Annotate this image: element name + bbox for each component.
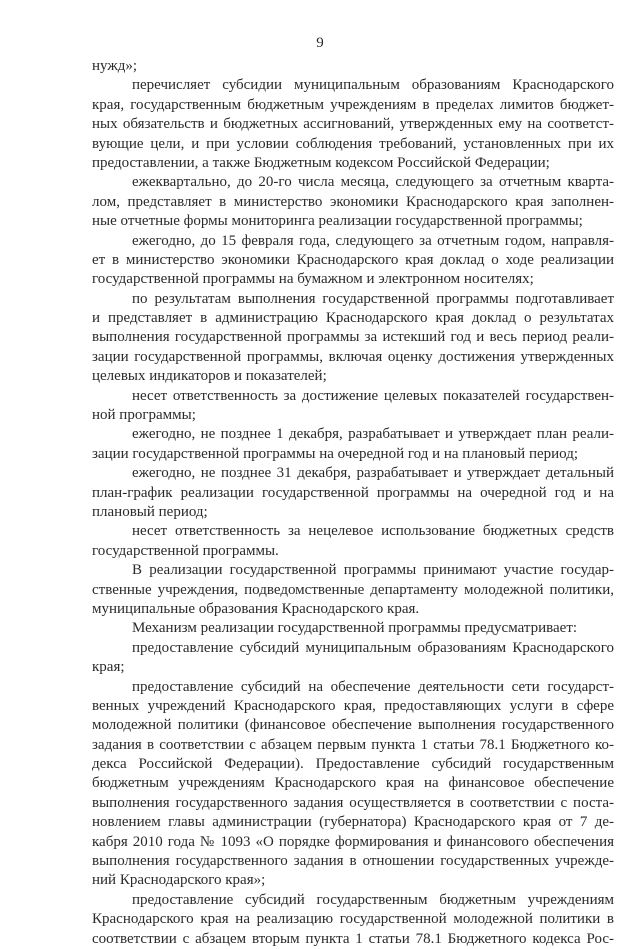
- paragraph: [92, 57, 614, 76]
- text-line: молодежной политики (финансовое обеспечение выполнения государственного: [92, 717, 614, 734]
- text-line: Механизм реализации государственной программы предусматривает:: [132, 620, 578, 637]
- paragraph: [92, 639, 614, 678]
- text-line: задания в соответствии с абзацем первым пункта 1 статьи 78.1 Бюджетного ко-: [92, 736, 614, 753]
- text-line: несет ответственность за достижение целевых показателей государствен-: [132, 387, 614, 404]
- text-line: края;: [92, 659, 125, 676]
- text-line: края, государственным бюджетным учреждениям в пределах лимитов бюджет-: [92, 96, 614, 113]
- text-line: план-график реализации государственной программы на очередной год и на: [92, 484, 614, 501]
- text-line: ных обязательств и бюджетных ассигнований, утвержденных ему на соответст-: [92, 116, 614, 133]
- text-line: лом, представляет в министерство экономики Краснодарского края заполнен-: [92, 193, 614, 210]
- paragraph: [92, 464, 614, 522]
- text-line: В реализации государственной программы принимают участие государ-: [132, 562, 614, 579]
- text-line: кабря 2010 года № 1093 «О порядке формирования и финансового обеспечения: [92, 833, 614, 850]
- text-line: предоставление субсидий на обеспечение деятельности сети государст-: [132, 678, 614, 695]
- text-line: ежегодно, до 15 февраля года, следующего за отчетным годом, направля-: [132, 232, 614, 249]
- text-line: ные отчетные формы мониторинга реализации государственной программы;: [92, 213, 583, 230]
- paragraph: [92, 76, 614, 173]
- paragraph: [92, 290, 614, 387]
- text-line: государственной программы на бумажном и электронном носителях;: [92, 271, 534, 288]
- paragraph: [92, 891, 614, 949]
- text-line: вующие цели, и при условии соблюдения требований, установленных при их: [92, 135, 614, 152]
- text-line: новлением главы администрации (губернатора) Краснодарского края от 7 де-: [92, 814, 614, 831]
- text-line: по результатам выполнения государственной программы подготавливает: [132, 290, 614, 307]
- text-line: соответствии с абзацем вторым пункта 1 статьи 78.1 Бюджетного кодекса Рос-: [92, 930, 614, 947]
- text-line: целевых индикаторов и показателей;: [92, 368, 327, 385]
- text-line: венных учреждений Краснодарского края, предоставляющих услуги в сфере: [92, 697, 614, 714]
- text-line: предоставление субсидий государственным бюджетным учреждениям: [132, 891, 614, 908]
- text-line: зации государственной программы на очередной год и на плановый период;: [92, 445, 579, 462]
- paragraph: [92, 522, 614, 561]
- text-line: зации государственной программы, включая оценку достижения утвержденных: [92, 348, 614, 365]
- text-line: предоставлении, а также Бюджетным кодексом Российской Федерации;: [92, 154, 550, 171]
- text-line: муниципальные образования Краснодарского края.: [92, 600, 420, 617]
- paragraph: [92, 619, 614, 638]
- text-line: ежегодно, не позднее 1 декабря, разрабатывает и утверждает план реали-: [132, 426, 614, 443]
- text-line: декса Российской Федерации). Предоставление субсидий государственным: [92, 756, 614, 773]
- paragraph: [92, 173, 614, 231]
- text-line: ственные учреждения, подведомственные департаменту молодежной политики,: [92, 581, 614, 598]
- text-line: предоставление субсидий муниципальным образованиям Краснодарского: [132, 639, 614, 656]
- text-line: ний Краснодарского края»;: [92, 872, 266, 889]
- text-line: государственной программы.: [92, 542, 279, 559]
- text-line: перечисляет субсидии муниципальным образованиям Краснодарского: [132, 77, 614, 94]
- text-line: ежеквартально, до 20-го числа месяца, следующего за отчетным кварта-: [132, 174, 614, 191]
- paragraph: [92, 561, 614, 619]
- text-line: ной программы;: [92, 407, 196, 424]
- text-line: выполнения государственного задания в отношении государственных учрежде-: [92, 853, 614, 870]
- page-number: 9: [316, 35, 324, 51]
- text-line: выполнения государственной программы за истекший год и весь период реали-: [92, 329, 614, 346]
- text-line: нужд»;: [92, 58, 137, 74]
- paragraph: [92, 425, 614, 464]
- text-line: несет ответственность за нецелевое использование бюджетных средств: [132, 523, 614, 540]
- text-line: ет в министерство экономики Краснодарского края доклад о ходе реализации: [92, 251, 614, 268]
- document-body: [92, 57, 614, 949]
- text-line: выполнения государственного задания осуществляется в соответствии с поста-: [92, 794, 614, 811]
- paragraph: [92, 678, 614, 891]
- paragraph: [92, 387, 614, 426]
- text-line: Краснодарского края на реализацию государственной молодежной политики в: [92, 911, 614, 928]
- text-line: ежегодно, не позднее 31 декабря, разрабатывает и утверждает детальный: [132, 465, 614, 482]
- paragraph: [92, 232, 614, 290]
- text-line: бюджетным учреждениям Краснодарского края на финансовое обеспечение: [92, 775, 614, 792]
- text-line: плановый период;: [92, 503, 208, 520]
- text-line: и представляет в администрацию Краснодарского края доклад о результатах: [92, 310, 614, 327]
